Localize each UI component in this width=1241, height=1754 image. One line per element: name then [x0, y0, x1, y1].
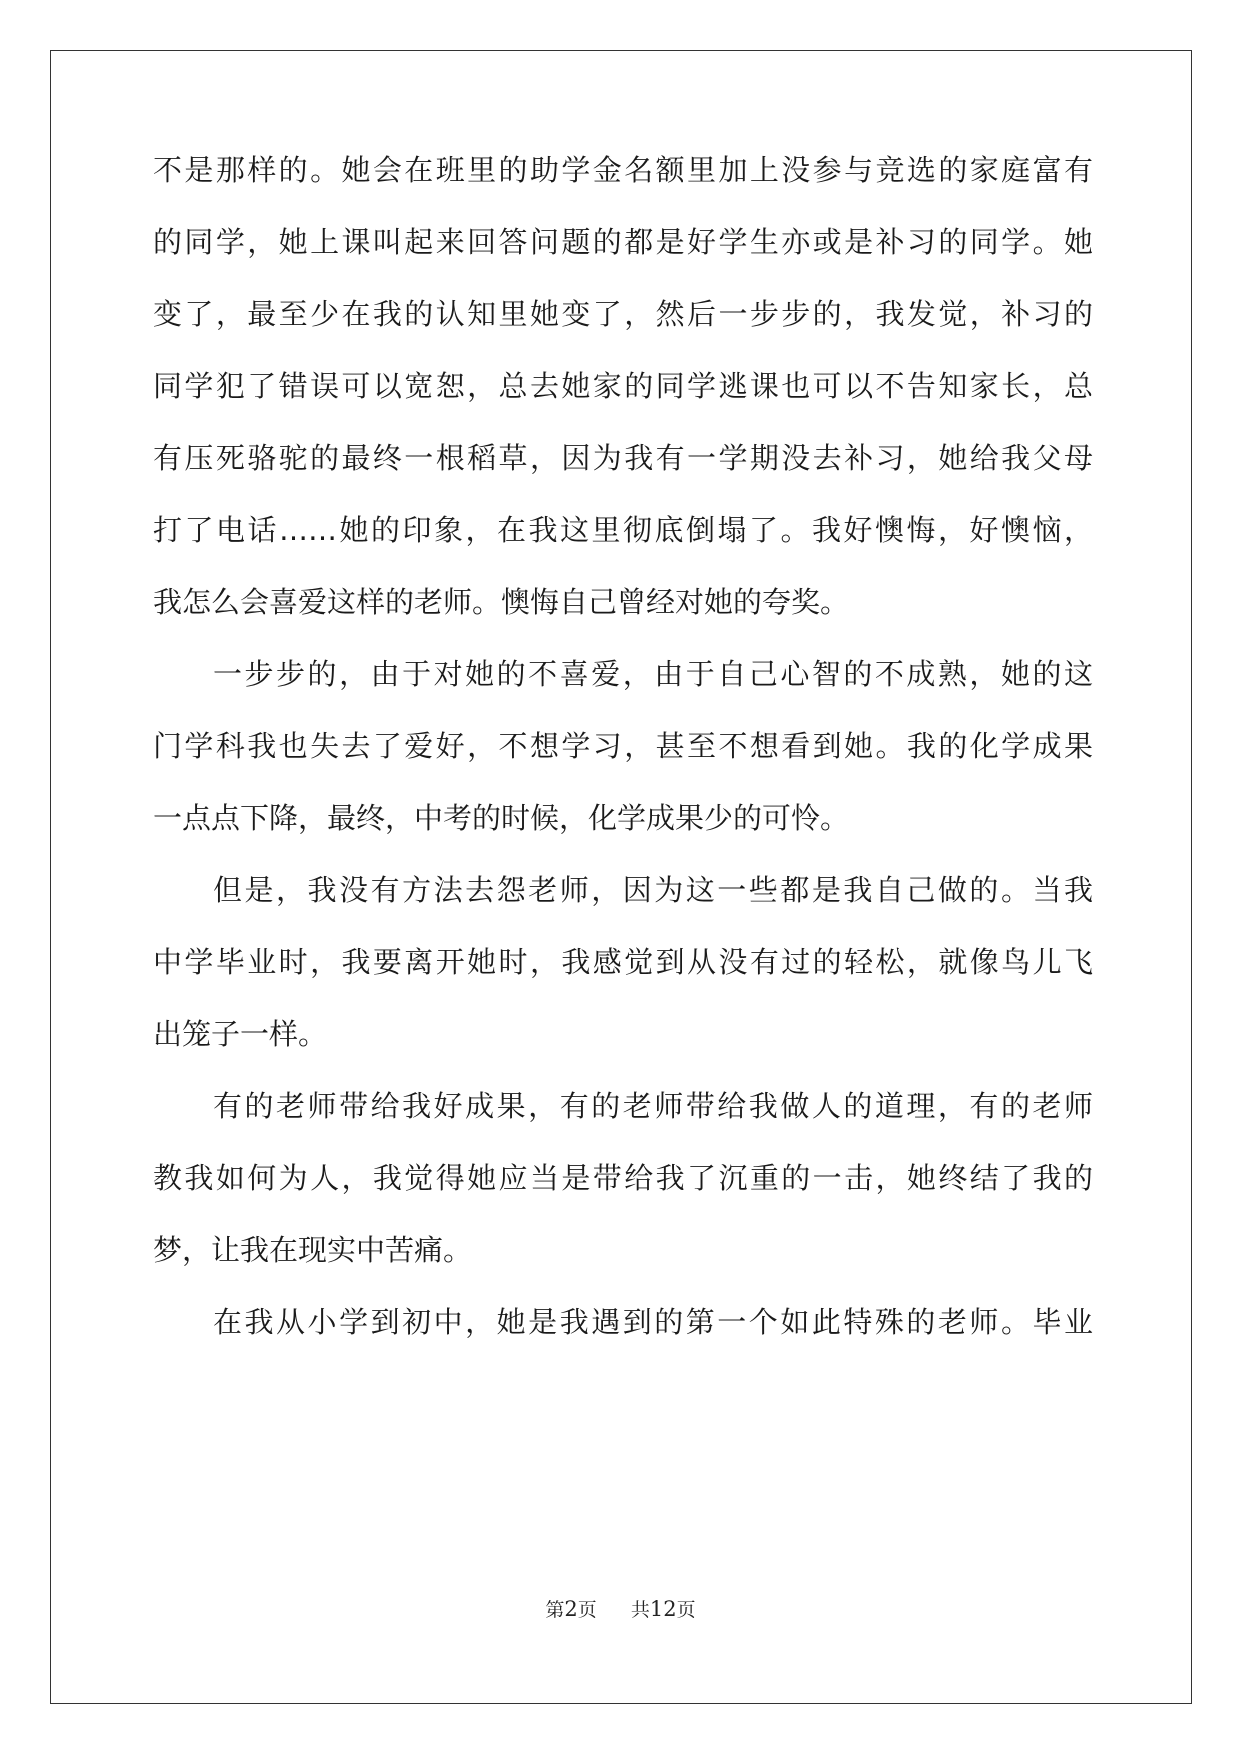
text-line: 我怎么会喜爱这样的老师。懊悔自己曾经对她的夸奖。 — [153, 585, 850, 619]
text-line: 出笼子一样。 — [153, 1017, 328, 1051]
text-line: 的同学，她上课叫起来回答问题的都是好学生亦或是补习的同学。她 — [153, 225, 1093, 259]
text-line: 同学犯了错误可以宽恕，总去她家的同学逃课也可以不告知家长，总 — [153, 369, 1093, 403]
text-line: 不是那样的。她会在班里的助学金名额里加上没参与竞选的家庭富有 — [153, 153, 1093, 187]
text-line: 一点点下降，最终，中考的时候，化学成果少的可怜。 — [153, 801, 850, 835]
text-line: 教我如何为人，我觉得她应当是带给我了沉重的一击，她终结了我的 — [153, 1161, 1093, 1195]
page-number: 第2页 — [545, 1597, 597, 1621]
text-line: 门学科我也失去了爱好，不想学习，甚至不想看到她。我的化学成果 — [153, 729, 1093, 763]
paragraph-first-line: 一步步的，由于对她的不喜爱，由于自己心智的不成熟，她的这 — [213, 657, 1093, 691]
text-line: 打了电话……她的印象，在我这里彻底倒塌了。我好懊悔，好懊恼， — [153, 513, 1093, 547]
page-total: 共12页 — [630, 1597, 696, 1621]
paragraph-first-line: 但是，我没有方法去怨老师，因为这一些都是我自己做的。当我 — [213, 873, 1093, 907]
text-line: 变了，最至少在我的认知里她变了，然后一步步的，我发觉，补习的 — [153, 297, 1093, 331]
paragraph-first-line: 在我从小学到初中，她是我遇到的第一个如此特殊的老师。毕业 — [213, 1305, 1093, 1339]
paragraph-first-line: 有的老师带给我好成果，有的老师带给我做人的道理，有的老师 — [213, 1089, 1093, 1123]
text-line: 梦，让我在现实中苦痛。 — [153, 1233, 473, 1267]
text-line: 中学毕业时，我要离开她时，我感觉到从没有过的轻松，就像鸟儿飞 — [153, 945, 1093, 979]
text-line: 有压死骆驼的最终一根稻草，因为我有一学期没去补习，她给我父母 — [153, 441, 1093, 475]
page-footer — [0, 1596, 1241, 1623]
